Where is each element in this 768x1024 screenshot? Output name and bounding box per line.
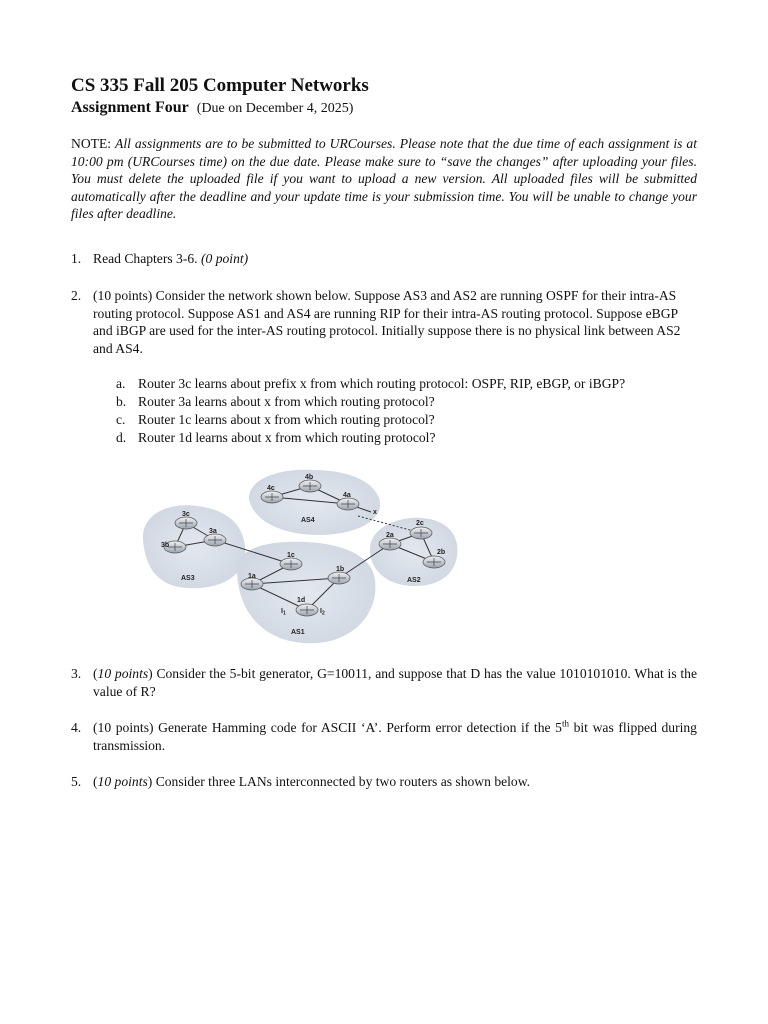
router-4c-icon bbox=[261, 491, 283, 503]
course-title: CS 335 Fall 205 Computer Networks bbox=[71, 75, 369, 96]
submission-note bbox=[71, 135, 697, 223]
prefix-x-label: x bbox=[373, 509, 377, 516]
router-2b-icon bbox=[423, 556, 445, 568]
question-text: Read Chapters 3-6. bbox=[93, 251, 198, 266]
question-number: 1. bbox=[71, 251, 82, 266]
sub-text: Router 1c learns about x from which routing protocol? bbox=[138, 412, 435, 427]
as3-label: AS3 bbox=[181, 575, 195, 582]
question-text: Consider three LANs interconnected by two routers as shown below. bbox=[152, 774, 531, 789]
question-3: 3. (10 points) Consider the 5-bit generator, G=10011, and suppose that D has the value 1010101010. What is the value of R? bbox=[71, 666, 697, 699]
question-2a bbox=[116, 375, 625, 393]
question-2d bbox=[116, 429, 435, 447]
router-1b-icon bbox=[328, 572, 350, 584]
question-2 bbox=[71, 287, 691, 357]
question-number: 5. bbox=[71, 774, 82, 789]
router-label-3c: 3c bbox=[182, 511, 190, 518]
question-points: 10 points bbox=[97, 666, 149, 681]
question-text: Consider the 5-bit generator, G=10011, and suppose that D has the value 1010101010. What is the value of R? bbox=[93, 666, 697, 699]
as1-label: AS1 bbox=[291, 629, 305, 636]
question-number: 3. bbox=[71, 666, 82, 681]
router-3a-icon bbox=[204, 534, 226, 546]
router-label-4a: 4a bbox=[343, 492, 351, 499]
question-2b bbox=[116, 393, 435, 411]
router-4b-icon bbox=[299, 480, 321, 492]
question-4 bbox=[71, 719, 697, 754]
router-label-1a: 1a bbox=[248, 573, 256, 580]
router-2c-icon bbox=[410, 527, 432, 539]
router-label-3a: 3a bbox=[209, 528, 217, 535]
due-date: (Due on December 4, 2025) bbox=[196, 101, 354, 116]
question-number: 2. bbox=[71, 288, 82, 303]
router-label-1c: 1c bbox=[287, 552, 295, 559]
router-label-4c: 4c bbox=[267, 485, 275, 492]
note-label: NOTE: bbox=[71, 136, 112, 151]
assignment-name: Assignment Four bbox=[71, 99, 189, 116]
router-3c-icon bbox=[175, 517, 197, 529]
question-text-start: (10 points) Generate Hamming code for ASCII ‘A’. Perform error detection if the 5 bbox=[93, 720, 562, 735]
router-4a-icon bbox=[337, 498, 359, 510]
as4-label: AS4 bbox=[301, 517, 315, 524]
router-label-4b: 4b bbox=[305, 474, 314, 481]
router-label-2a: 2a bbox=[386, 532, 394, 539]
router-1c-icon bbox=[280, 558, 302, 570]
interface-label-l1: $I_1$ bbox=[281, 608, 286, 617]
question-number: 4. bbox=[71, 720, 82, 735]
as2-label: AS2 bbox=[407, 577, 421, 584]
ordinal-suffix: th bbox=[561, 718, 569, 729]
question-5: 5. (10 points) Consider three LANs interconnected by two routers as shown below. bbox=[71, 774, 531, 789]
question-1 bbox=[71, 250, 697, 268]
sub-text: Router 1d learns about x from which routing protocol? bbox=[138, 430, 436, 445]
router-label-1d: 1d bbox=[297, 597, 306, 604]
sub-letter: b. bbox=[116, 394, 127, 409]
sub-letter: c. bbox=[116, 412, 126, 427]
note-text: All assignments are to be submitted to URCourses. Please note that the due time of each assignment is at 10:00 pm (URCourses time) on the due date. Please make sure to “save the changes” after uploading your files. You must delete the uploaded file if you want to upload a new version. All uploaded files will be submitted automatically after the deadline and your update time is your submission time. You will be unable to change your files after deadline. bbox=[71, 136, 697, 222]
network-diagram bbox=[117, 460, 466, 650]
sub-text: Router 3a learns about x from which routing protocol? bbox=[138, 394, 435, 409]
question-text-end: bit was flipped during transmission. bbox=[93, 720, 697, 753]
router-label-3b: 3b bbox=[161, 542, 170, 549]
interface-label-l2: $I_2$ bbox=[320, 608, 325, 617]
sub-letter: d. bbox=[116, 430, 127, 445]
assignment-heading bbox=[71, 99, 353, 117]
router-label-2b: 2b bbox=[437, 549, 446, 556]
question-points: 10 points bbox=[97, 774, 148, 789]
router-label-1b: 1b bbox=[336, 566, 345, 573]
router-label-2c: 2c bbox=[416, 520, 424, 527]
question-points: (0 point) bbox=[200, 251, 249, 266]
question-text: (10 points) Consider the network shown below. Suppose AS3 and AS2 are running OSPF for their intra-AS routing protocol. Suppose AS1 and AS4 are running RIP for their intra-AS routing protocol. Suppose eBGP and iBGP are used for the inter-AS routing protocol. Initially suppose there is no physical link between AS2 and AS4. bbox=[93, 288, 681, 356]
question-2c bbox=[116, 411, 435, 429]
sub-text: Router 3c learns about prefix x from which routing protocol: OSPF, RIP, eBGP, or iBGP? bbox=[138, 376, 626, 391]
router-1d-icon bbox=[296, 604, 318, 616]
sub-letter: a. bbox=[116, 376, 126, 391]
router-2a-icon bbox=[379, 538, 401, 550]
